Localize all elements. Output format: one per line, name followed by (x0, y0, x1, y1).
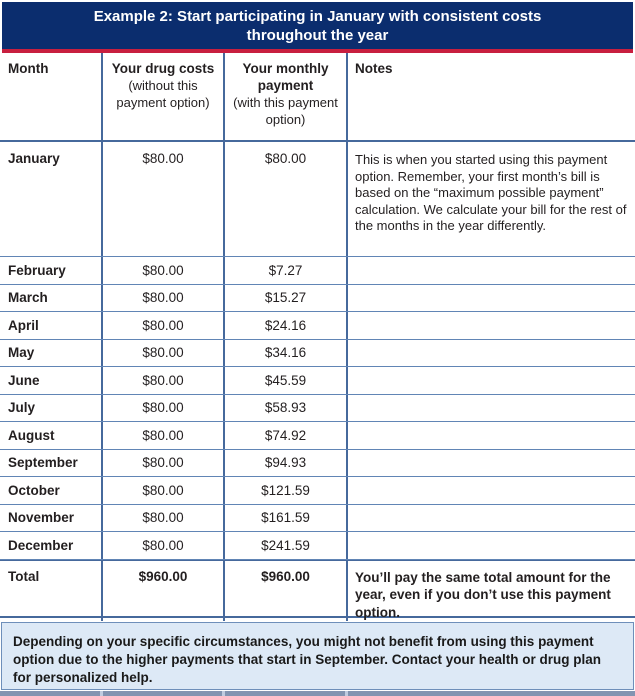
column-gap (100, 691, 103, 696)
table-row (0, 285, 635, 313)
row-note (346, 257, 635, 284)
row-payment: $161.59 (223, 505, 346, 532)
row-note (346, 395, 635, 422)
row-payment: $74.92 (223, 422, 346, 449)
header-month: Month (8, 61, 49, 76)
table-row (0, 142, 635, 257)
table-header-row (0, 53, 635, 142)
table-row (0, 477, 635, 505)
footer-disclaimer: Depending on your specific circumstances, you might not benefit from using this payment option due to the higher payments that start in September. Contact your health or drug plan for personalized help. (1, 622, 634, 690)
table-row (0, 257, 635, 285)
row-month: November (8, 510, 75, 526)
row-payment: $121.59 (223, 477, 346, 504)
row-drug-cost: $80.00 (101, 422, 223, 449)
next-table-edge (0, 691, 635, 696)
header-monthly-payment-title: Your monthly payment (242, 61, 329, 93)
row-drug-cost: $80.00 (101, 285, 223, 312)
row-month: August (8, 427, 55, 443)
row-month: February (8, 262, 66, 278)
total-payment: $960.00 (223, 561, 346, 622)
row-note (346, 422, 635, 449)
row-note (346, 340, 635, 367)
table-row (0, 367, 635, 395)
banner-title-line2: throughout the year (246, 26, 389, 44)
row-payment: $24.16 (223, 312, 346, 339)
row-note (346, 450, 635, 477)
column-gap (222, 691, 225, 696)
table-row (0, 532, 635, 560)
row-payment: $80.00 (223, 142, 346, 256)
row-drug-cost: $80.00 (101, 367, 223, 394)
row-payment: $34.16 (223, 340, 346, 367)
row-month: December (8, 537, 74, 553)
row-month: May (8, 345, 35, 361)
row-payment: $45.59 (223, 367, 346, 394)
row-month: January (8, 151, 60, 166)
table-row (0, 422, 635, 450)
table-title-banner (2, 2, 633, 49)
banner-title-line1: Example 2: Start participating in January with consistent costs (93, 7, 542, 25)
row-drug-cost: $80.00 (101, 450, 223, 477)
table-row (0, 505, 635, 533)
row-drug-cost: $80.00 (101, 142, 223, 256)
row-payment: $241.59 (223, 532, 346, 559)
total-note: You’ll pay the same total amount for the year, even if you don’t use this payment option. (346, 561, 635, 622)
header-drug-costs-title: Your drug costs (111, 61, 215, 76)
row-drug-cost: $80.00 (101, 532, 223, 559)
header-drug-costs (101, 53, 223, 140)
row-drug-cost: $80.00 (101, 312, 223, 339)
table-total-row (0, 560, 635, 618)
row-month: September (8, 455, 78, 471)
column-gap (345, 691, 348, 696)
header-monthly-payment-subtitle: (with this payment option) (233, 95, 338, 127)
row-month: June (8, 372, 40, 388)
row-note (346, 312, 635, 339)
row-payment: $15.27 (223, 285, 346, 312)
row-drug-cost: $80.00 (101, 340, 223, 367)
header-monthly-payment (223, 53, 346, 140)
row-drug-cost: $80.00 (101, 257, 223, 284)
table-body (0, 142, 635, 560)
header-notes: Notes (346, 53, 635, 140)
header-drug-costs-subtitle: (without this payment option) (116, 78, 210, 110)
row-note (346, 285, 635, 312)
table-row (0, 450, 635, 478)
row-note (346, 367, 635, 394)
row-payment: $7.27 (223, 257, 346, 284)
table-row (0, 395, 635, 423)
row-note (346, 532, 635, 559)
row-month: April (8, 317, 39, 333)
row-drug-cost: $80.00 (101, 395, 223, 422)
table-row (0, 340, 635, 368)
row-note (346, 477, 635, 504)
row-note (346, 505, 635, 532)
total-drug-cost: $960.00 (101, 561, 223, 622)
row-month: July (8, 400, 36, 416)
row-drug-cost: $80.00 (101, 477, 223, 504)
row-payment: $58.93 (223, 395, 346, 422)
row-drug-cost: $80.00 (101, 505, 223, 532)
row-month: March (8, 290, 48, 306)
table-row (0, 312, 635, 340)
row-month: October (8, 482, 60, 498)
row-note: This is when you started using this payment option. Remember, your first month’s bill is based on the “maximum possible payment” calculation. We calculate your bill for the rest of the months in the year differently. (346, 142, 635, 256)
total-label: Total (8, 568, 40, 584)
row-payment: $94.93 (223, 450, 346, 477)
